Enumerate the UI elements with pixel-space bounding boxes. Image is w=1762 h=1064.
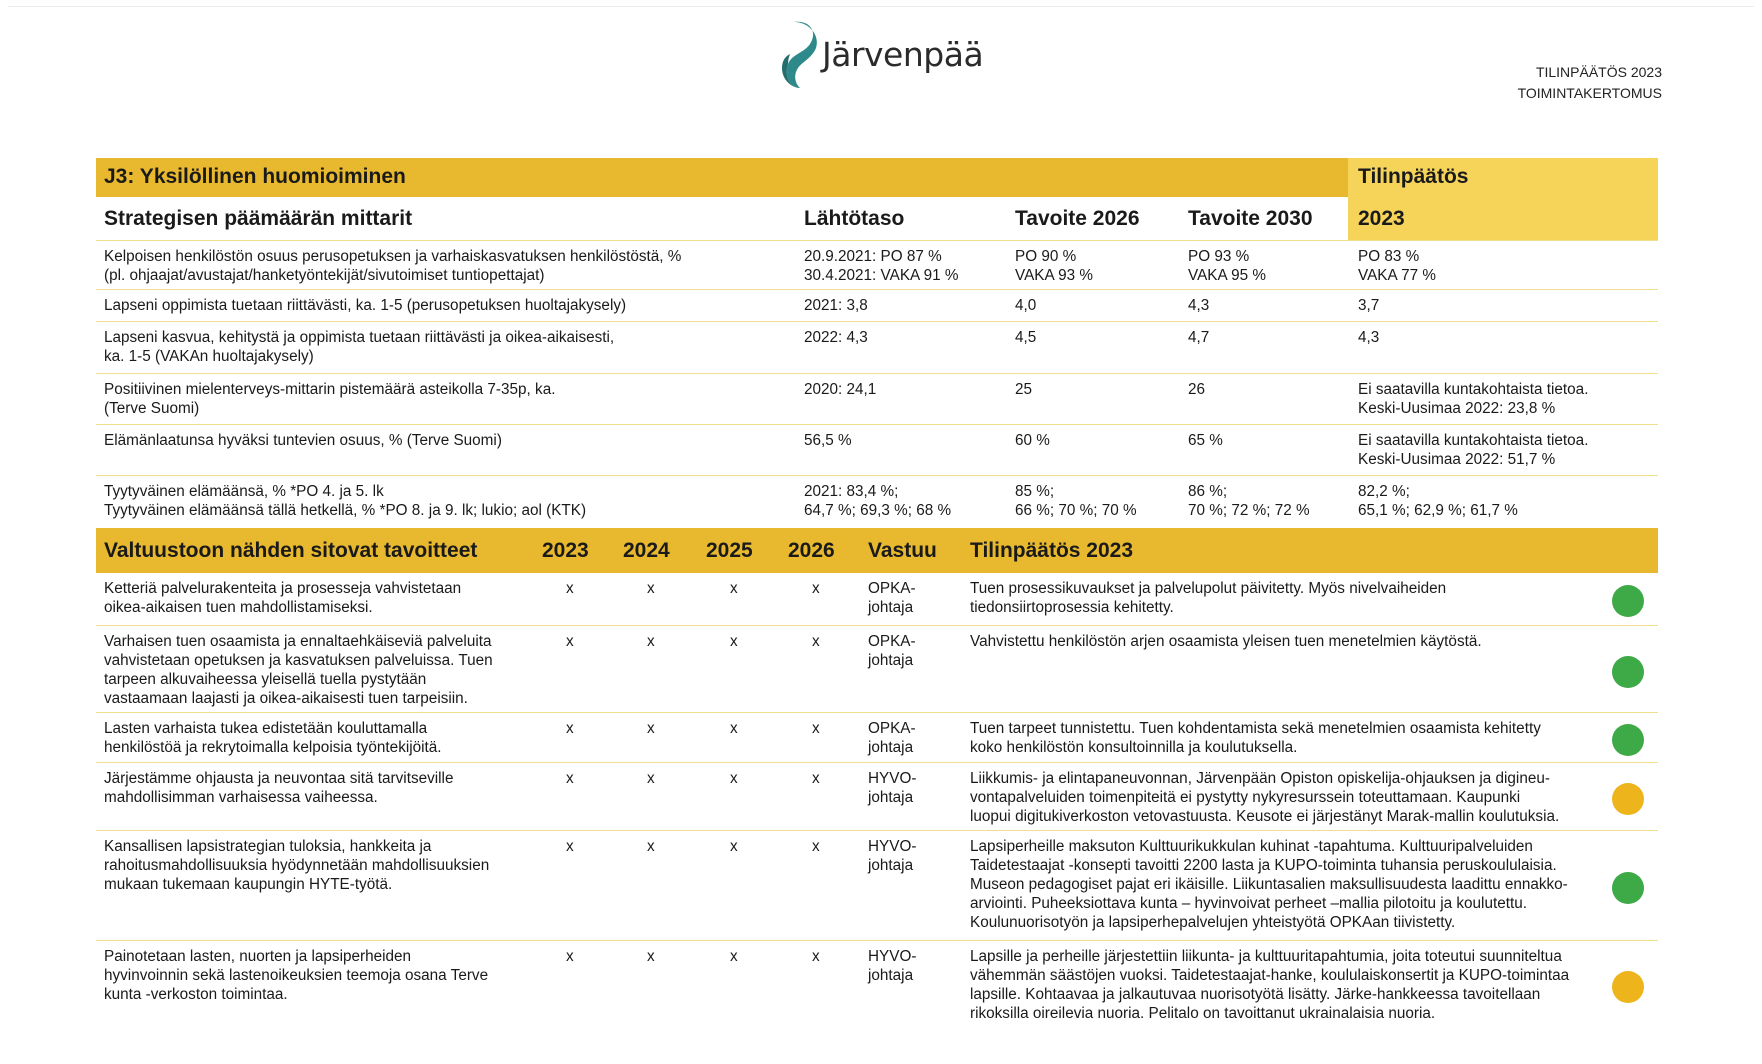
- year-mark: x: [730, 770, 738, 787]
- goals-col-result: Tilinpäätös 2023: [970, 539, 1134, 562]
- year-mark: x: [566, 580, 574, 597]
- goal-text: Painotetaan lasten, nuorten ja lapsiperheiden hyvinvoinnin sekä lastenoikeuksien teemoja osana Terve kunta -verkoston toimintaa.: [104, 948, 489, 1003]
- goal-row: [96, 940, 1658, 1028]
- goal-result: Tuen prosessikuvaukset ja palvelupolut päivitetty. Myös nivelvaiheiden tiedonsiirtoprosessia kehitetty.: [970, 580, 1447, 616]
- metrics-right-cell: [1348, 158, 1658, 197]
- year-mark: x: [647, 948, 655, 965]
- col-header-metric: Strategisen päämäärän mittarit: [104, 207, 413, 230]
- goal-text: Kansallisen lapsistrategian tuloksia, hankkeita ja rahoitusmahdollisuuksia hyödynnetään mahdollisuuksien mukaan tukemaan kaupungin HYTE-työtä.: [104, 838, 490, 893]
- goal-result: Vahvistettu henkilöstön arjen osaamista yleisen tuen menetelmien käytöstä.: [970, 633, 1482, 650]
- year-mark: x: [566, 948, 574, 965]
- doc-title: TILINPÄÄTÖS 2023: [1535, 64, 1662, 80]
- metric-target-2026: 60 %: [1015, 432, 1050, 449]
- goals-col-goal: Valtuustoon nähden sitovat tavoitteet: [104, 539, 478, 562]
- goal-owner: OPKA- johtaja: [868, 633, 916, 669]
- col-header-2023: 2023: [1358, 207, 1405, 230]
- logo-text: Järvenpää: [822, 34, 984, 74]
- year-mark: x: [647, 633, 655, 650]
- goals-col-2026: 2026: [788, 539, 835, 562]
- metric-target-2030: PO 93 % VAKA 95 %: [1188, 248, 1266, 284]
- goal-owner: OPKA- johtaja: [868, 720, 916, 756]
- goals-header-row: [96, 528, 1658, 573]
- goal-owner: HYVO- johtaja: [868, 838, 917, 874]
- goal-text: Lasten varhaista tukea edistetään kouluttamalla henkilöstöä ja rekrytoimalla kelpoisia työntekijöitä.: [104, 720, 442, 756]
- metric-baseline: 2021: 3,8: [804, 297, 868, 314]
- doc-subtitle: TOIMINTAKERTOMUS: [1517, 85, 1662, 101]
- year-mark: x: [647, 838, 655, 855]
- metric-row: [96, 240, 1658, 289]
- metric-baseline: 2020: 24,1: [804, 381, 877, 398]
- year-mark: x: [730, 948, 738, 965]
- col-header-baseline: Lähtötaso: [804, 207, 905, 230]
- metric-row: [96, 321, 1658, 373]
- year-mark: x: [812, 948, 820, 965]
- goals-col-2025: 2025: [706, 539, 753, 562]
- col-header-target-2026: Tavoite 2026: [1015, 207, 1140, 230]
- logo-mark-icon: [780, 18, 820, 90]
- metric-result-2023: 82,2 %; 65,1 %; 62,9 %; 61,7 %: [1358, 483, 1518, 519]
- goal-row: [96, 573, 1658, 625]
- goal-owner: OPKA- johtaja: [868, 580, 916, 616]
- col-header-2023-cell: [1348, 197, 1658, 240]
- year-mark: x: [730, 838, 738, 855]
- goals-table: [96, 528, 1658, 1028]
- metric-target-2030: 4,3: [1188, 297, 1210, 314]
- year-mark: x: [812, 633, 820, 650]
- goal-row: [96, 762, 1658, 830]
- col-header-target-2030: Tavoite 2030: [1188, 207, 1313, 230]
- goal-text: Varhaisen tuen osaamista ja ennaltaehkäiseviä palveluita vahvistetaan opetuksen ja kasvatuksen palveluissa. Tuen tarpeen alkuvaiheessa yleisellä tuella pystytään vastaamaan laajasti ja oikea-aikaisesti tuen tarpeisiin.: [104, 633, 493, 707]
- metric-name: Tyytyväinen elämäänsä, % *PO 4. ja 5. lk Tyytyväinen elämäänsä tällä hetkellä, % *PO 8. ja 9. lk; lukio; aol (KTK): [104, 483, 587, 519]
- metric-name: Elämänlaatunsa hyväksi tuntevien osuus, % (Terve Suomi): [104, 432, 502, 449]
- goal-result: Lapsille ja perheille järjestettiin liikunta- ja kulttuuritapahtumia, joita toteutui suunniteltua vähemmän säästöjen vuoksi. Taidetestaajat-hanke, koululaiskonsertit ja KUPO-toimintaa lapsille. Kohtaavaa ja jalkautuvaa nuorisotyötä lisätty. Järke-hankkeessa tavoitellaan rikoksilla oireilevia nuoria. Pelitalo on tavoittanut ukrainalaisia nuoria.: [970, 948, 1570, 1022]
- goal-text: Järjestämme ohjausta ja neuvontaa sitä tarvitseville mahdollisimman varhaisessa vaiheessa.: [104, 770, 454, 806]
- year-mark: x: [647, 770, 655, 787]
- year-mark: x: [730, 720, 738, 737]
- year-mark: x: [647, 580, 655, 597]
- metric-row: [96, 475, 1658, 521]
- metric-row: [96, 289, 1658, 321]
- metrics-header-row: [96, 197, 1658, 240]
- metric-result-2023: 3,7: [1358, 297, 1380, 314]
- metric-name: Positiivinen mielenterveys-mittarin pistemäärä asteikolla 7-35p, ka. (Terve Suomi): [104, 381, 556, 417]
- metric-target-2030: 4,7: [1188, 329, 1210, 346]
- goal-row: [96, 712, 1658, 762]
- year-mark: x: [812, 770, 820, 787]
- metric-target-2026: 4,0: [1015, 297, 1037, 314]
- year-mark: x: [812, 838, 820, 855]
- metric-target-2026: 4,5: [1015, 329, 1037, 346]
- metrics-title: J3: Yksilöllinen huomioiminen: [104, 165, 406, 188]
- metric-target-2030: 26: [1188, 381, 1206, 398]
- goals-col-2024: 2024: [623, 539, 670, 562]
- goal-row: [96, 625, 1658, 712]
- metric-target-2030: 65 %: [1188, 432, 1223, 449]
- goals-col-owner: Vastuu: [868, 539, 937, 562]
- goal-result: Liikkumis- ja elintapaneuvonnan, Järvenpään Opiston opiskelija-ohjauksen ja digineu- vontapalveluiden toimenpiteitä ei pystytty nykyresurssein toteuttamaan. Kaupunki luopui digitukiverkoston vetovastuusta. Keusote ei järjestänyt Marak-mallin koulutuksia.: [970, 770, 1560, 825]
- status-green-icon: [1612, 724, 1644, 756]
- goal-text: Ketteriä palvelurakenteita ja prosesseja vahvistetaan oikea-aikaisen tuen mahdollistamiseksi.: [104, 580, 462, 616]
- status-green-icon: [1612, 585, 1644, 617]
- year-mark: x: [566, 770, 574, 787]
- metric-row: [96, 424, 1658, 475]
- metrics-table: [96, 158, 1658, 521]
- goals-col-2023: 2023: [542, 539, 589, 562]
- goal-result: Lapsiperheille maksuton Kulttuurikukkulan kuhinat -tapahtuma. Kulttuuripalveluiden Taidetestaajat -konsepti tavoitti 2200 lasta ja KUPO-toiminta tuhansia peruskoululaisia. Museon pedagogiset pajat eri ikäisille. Liikuntasalien maksullisuudesta laadittu ennakko- arviointi. Puheeksiottava kunta – hyvinvoivat perheet –mallia pilotoitu ja koulutettu. Koulunuorisotyön ja lapsiperhepalvelujen yhteistyötä OPKAan tiivistetty.: [970, 838, 1568, 931]
- metric-baseline: 20.9.2021: PO 87 % 30.4.2021: VAKA 91 %: [804, 248, 959, 284]
- year-mark: x: [566, 720, 574, 737]
- year-mark: x: [730, 633, 738, 650]
- goal-row: [96, 830, 1658, 940]
- metric-result-2023: PO 83 % VAKA 77 %: [1358, 248, 1436, 284]
- metric-target-2030: 86 %; 70 %; 72 %; 72 %: [1188, 483, 1310, 519]
- metric-target-2026: 25: [1015, 381, 1033, 398]
- status-green-icon: [1612, 656, 1644, 688]
- goal-result: Tuen tarpeet tunnistettu. Tuen kohdentamista sekä menetelmien osaamista kehitetty koko henkilöstön konsultoinnilla ja koulutuksella.: [970, 720, 1541, 756]
- status-green-icon: [1612, 872, 1644, 904]
- jarvenpaa-logo: [780, 18, 983, 90]
- metric-row: [96, 373, 1658, 424]
- year-mark: x: [812, 580, 820, 597]
- metric-result-2023: Ei saatavilla kuntakohtaista tietoa. Keski-Uusimaa 2022: 51,7 %: [1358, 432, 1589, 468]
- metric-baseline: 56,5 %: [804, 432, 852, 449]
- year-mark: x: [647, 720, 655, 737]
- metric-target-2026: 85 %; 66 %; 70 %; 70 %: [1015, 483, 1137, 519]
- metric-result-2023: 4,3: [1358, 329, 1380, 346]
- metrics-title-row: [96, 158, 1658, 197]
- year-mark: x: [812, 720, 820, 737]
- year-mark: x: [730, 580, 738, 597]
- goal-owner: HYVO- johtaja: [868, 948, 917, 984]
- metric-baseline: 2022: 4,3: [804, 329, 868, 346]
- metric-baseline: 2021: 83,4 %; 64,7 %; 69,3 %; 68 %: [804, 483, 952, 519]
- metrics-title-right: Tilinpäätös: [1358, 165, 1469, 188]
- status-amber-icon: [1612, 783, 1644, 815]
- year-mark: x: [566, 633, 574, 650]
- metric-result-2023: Ei saatavilla kuntakohtaista tietoa. Keski-Uusimaa 2022: 23,8 %: [1358, 381, 1589, 417]
- metric-name: Lapseni oppimista tuetaan riittävästi, ka. 1-5 (perusopetuksen huoltajakysely): [104, 297, 627, 314]
- goal-owner: HYVO- johtaja: [868, 770, 917, 806]
- document-meta: [1518, 62, 1662, 104]
- metric-name: Lapseni kasvua, kehitystä ja oppimista tuetaan riittävästi ja oikea-aikaisesti, ka. 1-5 (VAKAn huoltajakysely): [104, 329, 615, 365]
- year-mark: x: [566, 838, 574, 855]
- status-amber-icon: [1612, 971, 1644, 1003]
- metric-target-2026: PO 90 % VAKA 93 %: [1015, 248, 1093, 284]
- metric-name: Kelpoisen henkilöstön osuus perusopetuksen ja varhaiskasvatuksen henkilöstöstä, % (pl. ohjaajat/avustajat/hanketyöntekijät/sivutoimiset tuntiopettajat): [104, 248, 682, 284]
